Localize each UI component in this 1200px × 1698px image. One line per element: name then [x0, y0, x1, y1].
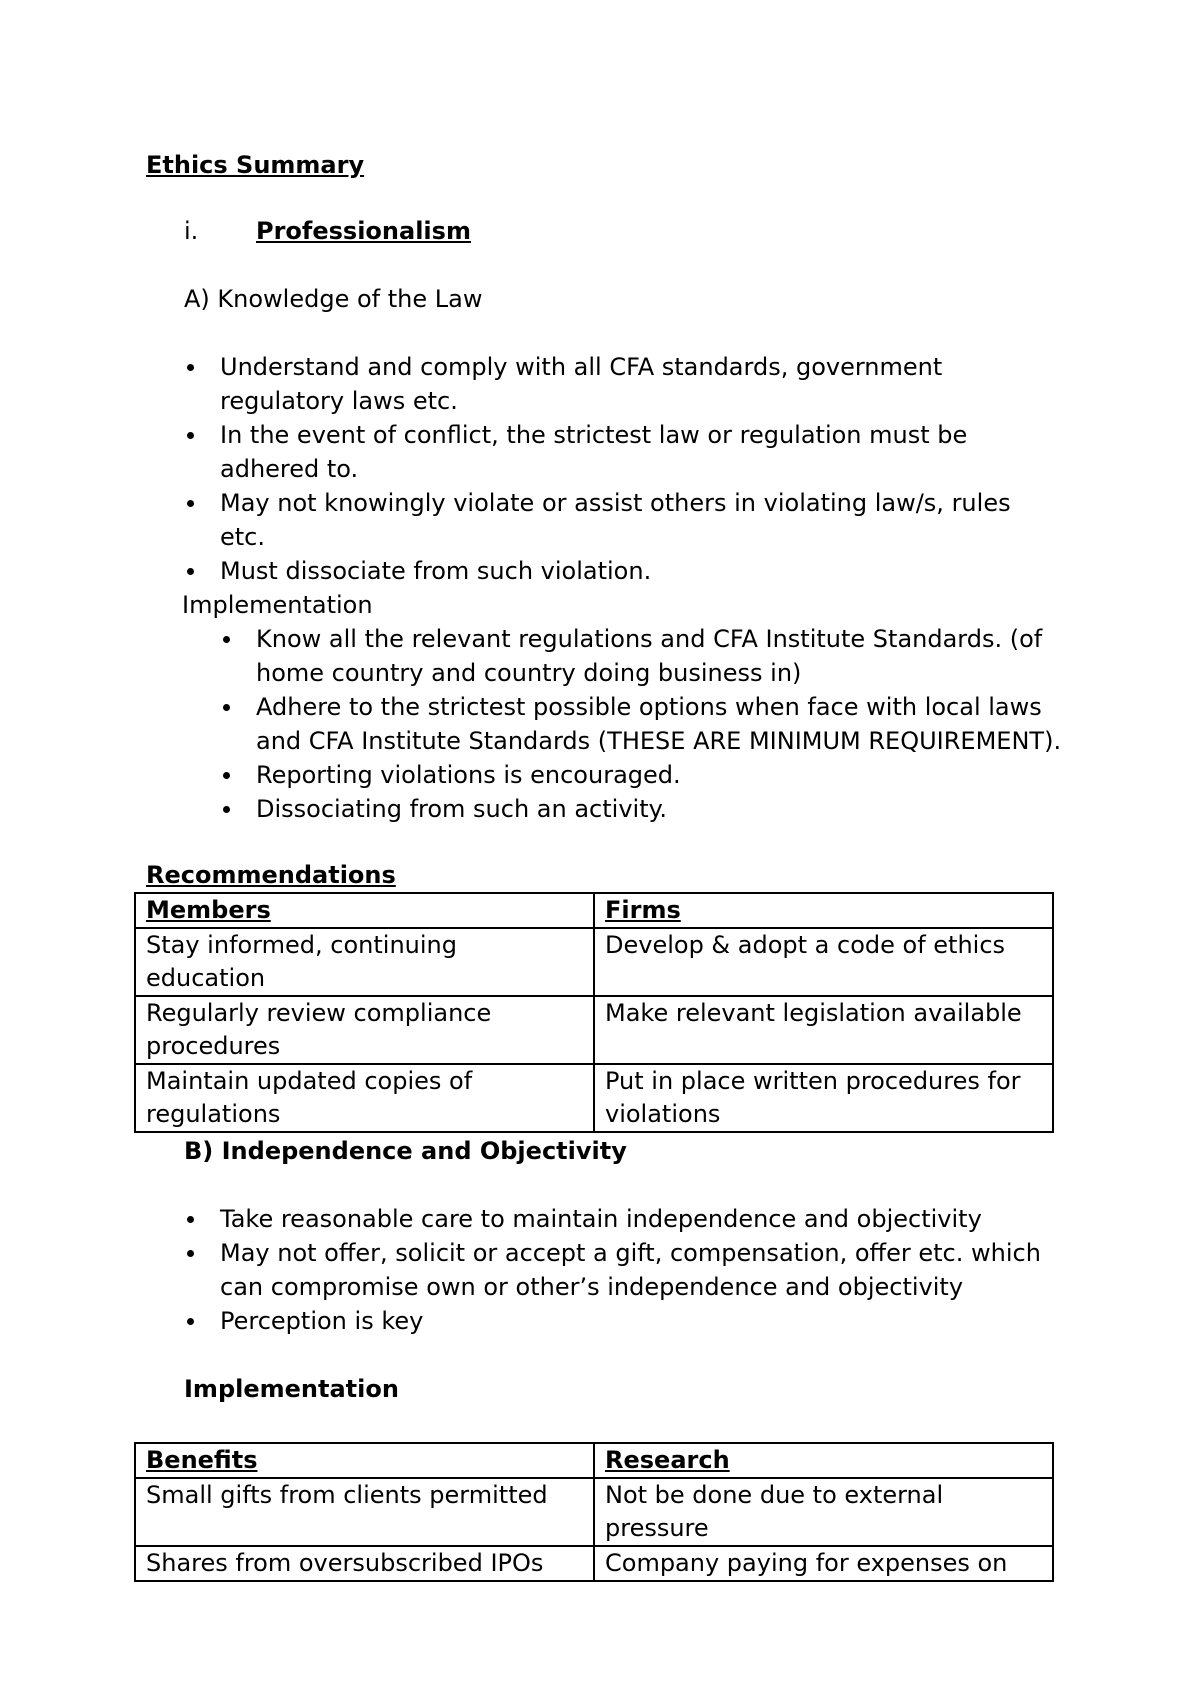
section-numeral: i.: [184, 217, 199, 245]
section-heading-professionalism: Professionalism: [256, 217, 471, 245]
table-row: [135, 1064, 1053, 1132]
table-cell: Regularly review compliance procedures: [135, 996, 594, 1064]
table-header-members: Members: [135, 893, 594, 928]
list-item-text: Understand and comply with all CFA standards, government regulatory laws etc.: [220, 353, 943, 415]
bullet-icon: [187, 500, 194, 507]
table-row: [135, 928, 1053, 996]
bullet-icon: [187, 1318, 194, 1325]
list-item: [220, 1236, 1070, 1304]
list-item: [256, 622, 1066, 690]
list-item: [220, 486, 1060, 554]
bullet-icon: [187, 432, 194, 439]
recommendations-heading: Recommendations: [146, 861, 396, 889]
independence-bullet-list: [220, 1202, 1070, 1338]
list-item: [256, 690, 1066, 758]
bullet-icon: [187, 568, 194, 575]
table-cell: Small gifts from clients permitted: [135, 1478, 594, 1546]
table-header-benefits: Benefits: [135, 1443, 594, 1478]
table-row: [135, 1546, 1053, 1581]
list-item: [220, 350, 1060, 418]
list-item-text: Know all the relevant regulations and CFA Institute Standards. (of home country and country doing business in): [256, 625, 1043, 687]
table-cell: Not be done due to external pressure: [594, 1478, 1053, 1546]
list-item-text: Take reasonable care to maintain independence and objectivity: [220, 1205, 982, 1233]
bullet-icon: [223, 772, 230, 779]
table-cell: Put in place written procedures for violations: [594, 1064, 1053, 1132]
list-item-text: In the event of conflict, the strictest law or regulation must be adhered to.: [220, 421, 968, 483]
bullet-icon: [187, 1216, 194, 1223]
list-item: [220, 418, 1060, 486]
table-header-research: Research: [594, 1443, 1053, 1478]
list-item-text: May not offer, solicit or accept a gift, compensation, offer etc. which can compromise own or other’s independence and objectivity: [220, 1239, 1041, 1301]
table-header-firms: Firms: [594, 893, 1053, 928]
table-cell: Company paying for expenses on: [594, 1546, 1053, 1581]
list-item: [220, 1304, 1070, 1338]
list-item-text: Reporting violations is encouraged.: [256, 761, 681, 789]
implementation-table: [134, 1442, 1054, 1582]
recommendations-table: [134, 892, 1054, 1133]
list-item-text: Adhere to the strictest possible options when face with local laws and CFA Institute Standards (THESE ARE MINIMUM REQUIREMENT).: [256, 693, 1062, 755]
bullet-icon: [187, 1250, 194, 1257]
table-cell: Make relevant legislation available: [594, 996, 1053, 1064]
bullet-icon: [187, 364, 194, 371]
list-item: [220, 554, 1060, 588]
table-header-row: [135, 1443, 1053, 1478]
implementation-bullet-list-a: [256, 622, 1066, 826]
bullet-icon: [223, 704, 230, 711]
table-row: [135, 1478, 1053, 1546]
bullet-icon: [223, 636, 230, 643]
table-header-row: [135, 893, 1053, 928]
list-item: [220, 1202, 1070, 1236]
table-row: [135, 996, 1053, 1064]
list-item-text: Perception is key: [220, 1307, 424, 1335]
subsection-heading-knowledge-of-law: A) Knowledge of the Law: [184, 285, 483, 313]
knowledge-bullet-list: [220, 350, 1060, 588]
subsection-heading-independence: B) Independence and Objectivity: [184, 1137, 627, 1165]
list-item-text: May not knowingly violate or assist others in violating law/s, rules etc.: [220, 489, 1011, 551]
document-title: Ethics Summary: [146, 151, 365, 179]
bullet-icon: [223, 806, 230, 813]
list-item-text: Dissociating from such an activity.: [256, 795, 668, 823]
implementation-heading-a: Implementation: [182, 591, 373, 619]
implementation-heading-b: Implementation: [184, 1375, 399, 1403]
table-cell: Maintain updated copies of regulations: [135, 1064, 594, 1132]
list-item-text: Must dissociate from such violation.: [220, 557, 652, 585]
list-item: [256, 758, 1066, 792]
list-item: [256, 792, 1066, 826]
table-cell: Stay informed, continuing education: [135, 928, 594, 996]
table-cell: Develop & adopt a code of ethics: [594, 928, 1053, 996]
table-cell: Shares from oversubscribed IPOs: [135, 1546, 594, 1581]
